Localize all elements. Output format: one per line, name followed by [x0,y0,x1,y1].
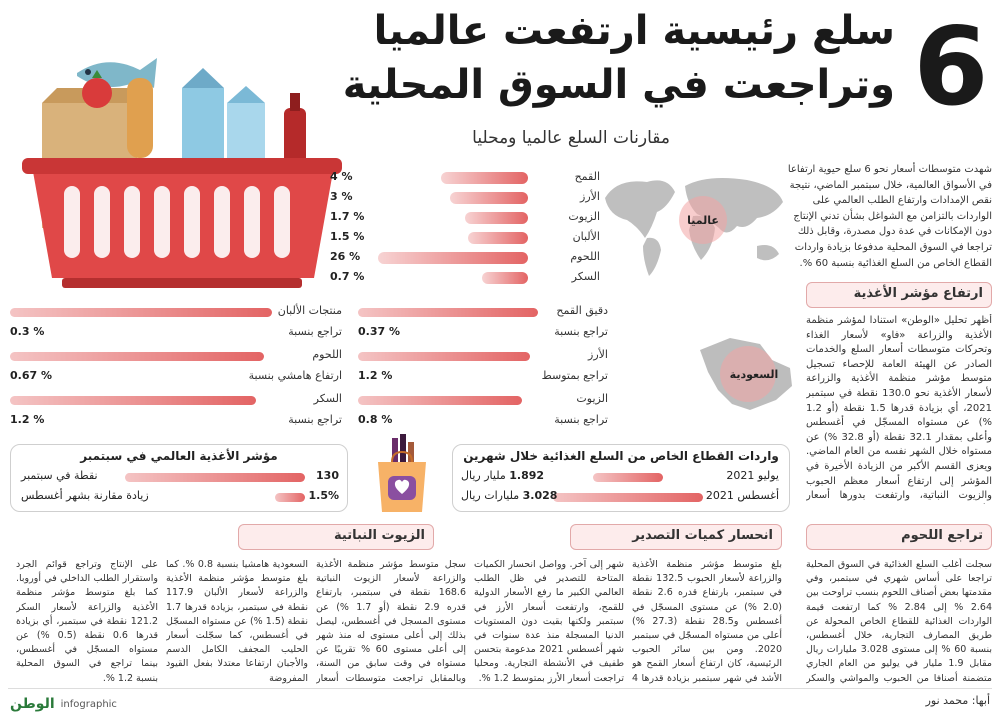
food-index-row-bar [125,473,305,482]
food-index-row-label: نقطة في سبتمبر [21,469,98,482]
saudi-map-illustration [690,330,798,418]
global-chart-value: 26 % [330,250,361,263]
imports-box [452,444,790,512]
section-title-export: انحسار كميات التصدير [570,524,782,550]
imports-row-unit: مليار ريال [461,469,510,482]
global-chart-bar [465,212,528,224]
world-map-label: عالميا [687,214,719,227]
imports-row-value [461,469,544,482]
section-body-oils-col2: السعودية هامشيا بنسبة 0.8 %. كما بلغ متوسط مؤشر منظمة الأغذية والزراعة لأسعار الألبان 117.9 نقطة في سبتمبر، بزيادة قدرها 1.7 نقطة (1.5 %) عن مستواه المسجّل في أغسطس، كما سجّلت أسعار الحليب المجفف الكامل الدسم والأجبان ارتفاعا معتدلا بفعل القيود المفروضة [166,559,308,684]
global-price-chart [330,168,600,290]
saudi-map-label: السعودية [729,368,779,381]
global-chart-bar [468,232,528,244]
local-item-desc: ارتفاع هامشي بنسبة [248,369,342,382]
global-chart-value: 0.7 % [330,270,365,283]
imports-row-number: 1.892 [509,469,545,482]
author-credit: أبها: محمد نور [925,694,990,707]
local-item-bar [358,308,538,317]
local-item-desc: تراجع بمتوسط [541,369,608,382]
local-item-bar [10,352,264,361]
global-chart-bar [450,192,528,204]
bread-icon [127,78,153,158]
global-chart-row [330,228,600,248]
imports-row-number: 3.028 [522,489,558,502]
world-map-illustration [597,168,789,280]
food-index-row-value: 1.5% [308,489,339,502]
shopping-bag-icon [370,432,434,516]
global-chart-value: 3 % [330,190,353,203]
global-chart-label: السكر [571,270,600,283]
local-item-name: دقيق القمح [556,304,608,317]
section-body-oils-col3: على الإنتاج وتراجع قوائم الجرد واستقرار الطلب الداخلي في أوروبا. كما بلغ متوسط مؤشر منظمة الأغذية والزراعة لأسعار السكر 121.2 نقطة في سبتمبر، أي بزيادة قدرها 0.6 نقطة (0.5 %) عن مستواه المسجّل في أغسطس، بينما تراجع في السوق المحلية بنسبة 1.2 %. [16,559,158,684]
local-item-name: الأرز [588,348,608,361]
local-price-comparison [10,304,690,432]
footer-divider [8,688,992,689]
global-chart-bar [482,272,528,284]
local-item-value: 0.8 % [358,413,393,426]
imports-row-label: يوليو 2021 [726,469,779,482]
local-item-value: 1.2 % [10,413,45,426]
local-item-desc: تراجع بنسبة [288,413,342,426]
imports-row-value [461,489,557,502]
section-body-export-left: شهر إلى آخر. وواصل انحسار الكميات المتاحة للتصدير في ظل الطلب العالمي الكبير ما رفع الأسعار الدولية للقمح، وارتفعت أسعار الأرز في سبتمبر ولكنها بقيت دون المستويات الدنيا المسجلة منذ عدة سنوات في شهر أغسطس 2021 مدعومة بتحسن طفيف في الأنشطة التجارية. ومحليا تراجعت أسعار الأرز بمتوسط 1.2 %. [474,559,624,684]
global-chart-label: الزيوت [568,210,600,223]
local-item-value: 1.2 % [358,369,393,382]
global-chart-row [330,168,600,188]
local-item-name: السكر [313,392,342,405]
local-item-bar [358,352,530,361]
global-chart-bar [378,252,528,264]
grocery-basket-illustration [22,48,342,296]
milk-carton-icon [182,88,224,168]
section-body-oils-col1: سجل متوسط مؤشر منظمة الأغذية والزراعة لأسعار الزيوت النباتية 168.6 نقطة في سبتمبر، بارتفاع قدره 2.9 نقطة (أو 1.7 %) عن مستوى المسجل في أغسطس، ليصل بذلك إلى أعلى مستوى له منذ شهر إلى أعلى مستوى 60 % تقريبًا عن مستواه في وقت سابق من السنة، وبالمقابل تراجعت متوسطات أسعار [316,559,466,684]
food-index-row-value: 130 [316,469,339,482]
local-item-name: اللحوم [312,348,342,361]
local-item-value: 0.3 % [10,325,45,338]
local-item-bar [10,396,256,405]
local-item-desc: تراجع بنسبة [288,325,342,338]
global-chart-value: 4 % [330,170,353,183]
food-index-box [10,444,348,512]
imports-row-unit: مليارات ريال [461,489,523,502]
local-item-desc: تراجع بنسبة [554,325,608,338]
brand-tag: infographic [60,698,117,710]
local-item-value: 0.67 % [10,369,52,382]
local-item-bar [358,396,522,405]
global-chart-row [330,208,600,228]
global-chart-row [330,188,600,208]
global-chart-label: اللحوم [570,250,600,263]
imports-row-bar [593,473,663,482]
global-chart-row [330,248,600,268]
global-chart-row [330,268,600,288]
imports-box-title: واردات القطاع الخاص من السلع الغذائية خلال شهرين [463,449,779,463]
global-chart-bar [441,172,528,184]
section-title-meat: تراجع اللحوم [806,524,992,550]
imports-row-label: أغسطس 2021 [705,489,779,502]
food-index-box-title: مؤشر الأغذية العالمي في سبتمبر [80,449,278,463]
subtitle: مقارنات السلع عالميا ومحليا [472,128,670,148]
global-chart-value: 1.7 % [330,210,365,223]
local-item-name: منتجات الألبان [277,304,342,317]
food-index-row-bar [275,493,305,502]
local-item-name: الزيوت [576,392,608,405]
section-title-index-rise: ارتفاع مؤشر الأغذية [806,282,992,308]
section-body-meat: سجلت أغلب السلع الغذائية في السوق المحلية تراجعا على أساس شهري في سبتمبر، وفي مقدمتها بعض أصناف اللحوم بنسب تراوحت بين 2.64 % إلى 2.84 % كما ارتفعت قيمة الواردات الغذائية للقطاع الخاص المحولة عن طريق المصارف التجارية، خلال أغسطس، بنسبة 60 % إلى مستوى 3.028 مليارات ريال مقابل 1.9 مليار في يوليو من العام الجاري متضمنة أصنافا من الحبوب والمواشي والسكر [806,559,992,684]
section-body-export-right: بلغ متوسط مؤشر منظمة الأغذية والزراعة لأسعار الحبوب 132.5 نقطة في سبتمبر، بارتفاع قدره 2.6 نقطة (2.0 %) عن مستوى المسجّل في أغسطس و28.5 نقطة (27.3 %) أعلى من مستواه المسجّل في سبتمبر 2020. ومن بين سائر الحبوب الرئيسية، كان ارتفاع أسعار القمح هو الأشد في شهر سبتمبر بزيادة قدرها 4 [632,559,782,684]
global-chart-label: الأرز [580,190,600,203]
global-chart-label: الألبان [572,230,600,243]
section-title-oils: الزيوت النباتية [238,524,434,550]
global-chart-value: 1.5 % [330,230,365,243]
local-item-value: 0.37 % [358,325,400,338]
global-chart-label: القمح [574,170,600,183]
local-item-desc: تراجع بنسبة [554,413,608,426]
intro-paragraph: شهدت متوسطات أسعار نحو 6 سلع حيوية ارتفاعا في الأسواق العالمية، خلال سبتمبر الماضي، نتيجة نقص الإمدادات وارتفاع الطلب العالمي على الواردات بالتزامن مع الشواغل بشأن تدني الإنتاج دون الإمكانات في عدة دول مصدرة، وقابل ذلك تراجعا في السوق المحلية مدفوعا بزيادة واردات القطاع الخاص من السلع الغذائية بنسبة 60 %. [787,164,992,269]
tomato-icon [82,78,112,108]
headline-line-1: سلع رئيسية ارتفعت عالميا [373,8,895,54]
local-item-bar [10,308,272,317]
footer-brand [10,694,117,714]
section-body-index-rise: أظهر تحليل «الوطن» استنادا لمؤشر منظمة الأغذية والزراعة «فاو» لأسعار الغذاء وتحركات متوسطات أسعار السلع والخدمات الصادر عن الهيئة العامة للإحصاء تسجيل متوسط مؤشر منظمة الأغذية والزراعة لأسعار الأغذية نحو 130.0 نقطة في سبتمبر 2021، أي بزيادة قدرها 1.5 نقطة (أو 1.2 %) عن مستواه المسجّل في أغسطس وأعلى بمقدار 32.1 نقطة (أو 32.8 %) عن مستواه خلال الشهر نفسه من العام الماضي. ويعزى القسم الأكبر من الزيادة الأخيرة في المؤشر إلى ارتفاع أسعار معظم الحبوب والزيوت النباتية، وارتفعت بدورها أسعار [806,315,992,502]
title-number: 6 [913,5,989,130]
imports-row-bar [553,493,703,502]
brand-logo: الوطن [10,696,55,712]
headline-line-2: وتراجعت في السوق المحلية [342,62,895,108]
food-index-row-label: زيادة مقارنة بشهر أغسطس [21,489,149,502]
